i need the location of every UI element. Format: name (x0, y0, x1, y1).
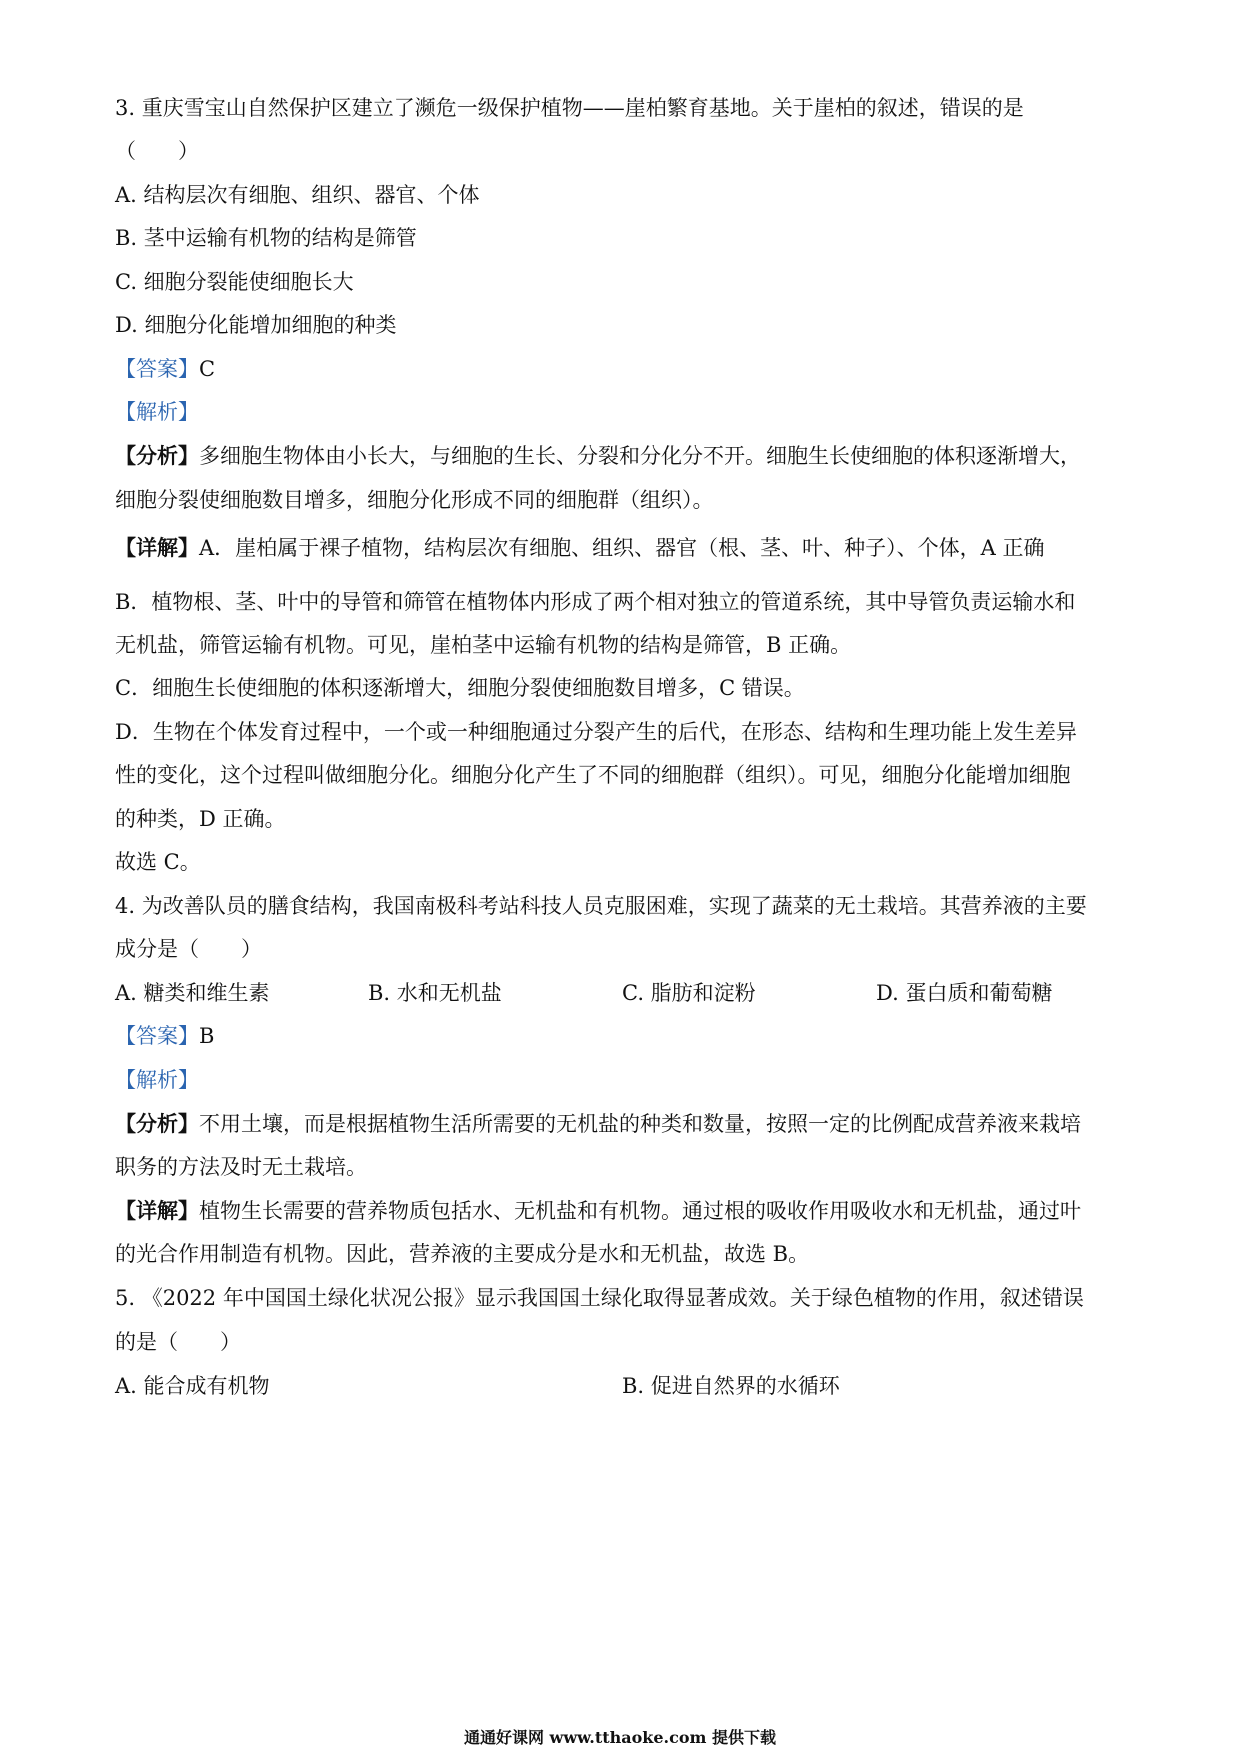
q3-stem: 3. 重庆雪宝山自然保护区建立了濒危一级保护植物——崖柏繁育基地。关于崖柏的叙述，错误的是 (115, 96, 1024, 120)
q3-b-line-2: 无机盐，筛管运输有机物。可见，崖柏茎中运输有机物的结构是筛管，B 正确。 (115, 633, 852, 657)
q4-xiangjie-line-2: 的光合作用制造有机物。因此，营养液的主要成分是水和无机盐，故选 B。 (115, 1242, 810, 1266)
q4-fenxi-line-2: 职务的方法及时无土栽培。 (115, 1155, 367, 1179)
q5-option-a: A. 能合成有机物 (115, 1374, 270, 1398)
q3-option-a: A. 结构层次有细胞、组织、器官、个体 (115, 183, 480, 207)
q4-answer: B (199, 1024, 215, 1048)
q3-answer: C (199, 357, 216, 381)
answer-tag: 【答案】 (115, 1024, 199, 1048)
q3-option-d: D. 细胞分化能增加细胞的种类 (115, 313, 397, 337)
q4-stem-1: 4. 为改善队员的膳食结构，我国南极科考站科技人员克服困难，实现了蔬菜的无土栽培。其营养液的主要 (115, 894, 1087, 918)
q3-b-line-1: B．植物根、茎、叶中的导管和筛管在植物体内形成了两个相对独立的管道系统，其中导管负责运输水和 (115, 590, 1076, 614)
xiangjie-tag: 【详解】 (115, 535, 199, 560)
q5-stem-1: 5. 《2022 年中国国土绿化状况公报》显示我国国土绿化取得显著成效。关于绿色植物的作用，叙述错误 (115, 1286, 1084, 1310)
q4-xiangjie-line-1 (115, 1197, 1081, 1225)
q3-fenxi-line-1 (115, 442, 1081, 470)
q4-fenxi-text-1: 不用土壤，而是根据植物生活所需要的无机盐的种类和数量，按照一定的比例配成营养液来栽培 (199, 1112, 1081, 1136)
q4-option-b: B. 水和无机盐 (368, 981, 502, 1005)
q4-jiexi-line (115, 1066, 199, 1094)
q3-xiangjie-text-1: A．崖柏属于裸子植物，结构层次有细胞、组织、器官（根、茎、叶、种子）、个体，A 正确 (199, 536, 1045, 560)
footer-watermark: 通通好课网 www.tthaoke.com 提供下载 (463, 1728, 777, 1747)
q3-d-line-1: D．生物在个体发育过程中，一个或一种细胞通过分裂产生的后代，在形态、结构和生理功能上发生差异 (115, 720, 1077, 744)
q4-xiangjie-text-1: 植物生长需要的营养物质包括水、无机盐和有机物。通过根的吸收作用吸收水和无机盐，通过叶 (199, 1199, 1081, 1223)
q3-paren: （ ） (115, 139, 199, 163)
q4-fenxi-line-1 (115, 1110, 1081, 1138)
q4-option-c: C. 脂肪和淀粉 (622, 981, 756, 1005)
q3-fenxi-line-2: 细胞分裂使细胞数目增多，细胞分化形成不同的细胞群（组织）。 (115, 488, 714, 512)
q3-option-c: C. 细胞分裂能使细胞长大 (115, 270, 354, 294)
q3-d-line-2: 性的变化，这个过程叫做细胞分化。细胞分化产生了不同的细胞群（组织）。可见，细胞分化能增加细胞 (115, 763, 1071, 787)
q4-stem-2: 成分是（ ） (115, 937, 262, 961)
fenxi-tag: 【分析】 (115, 1111, 199, 1136)
q3-xiangjie-line-1 (115, 534, 1045, 562)
q3-d-line-3: 的种类，D 正确。 (115, 807, 286, 831)
q5-stem-2: 的是（ ） (115, 1330, 241, 1354)
q3-c-line-1: C．细胞生长使细胞的体积逐渐增大，细胞分裂使细胞数目增多，C 错误。 (115, 676, 805, 700)
q3-fenxi-text-1: 多细胞生物体由小长大，与细胞的生长、分裂和分化分不开。细胞生长使细胞的体积逐渐增大， (199, 444, 1081, 468)
answer-tag: 【答案】 (115, 357, 199, 381)
xiangjie-tag: 【详解】 (115, 1198, 199, 1223)
jiexi-tag: 【解析】 (115, 400, 199, 424)
q5-option-b: B. 促进自然界的水循环 (622, 1374, 840, 1398)
q3-option-b: B. 茎中运输有机物的结构是筛管 (115, 226, 417, 250)
q4-option-d: D. 蛋白质和葡萄糖 (876, 981, 1053, 1005)
q3-answer-line (115, 355, 215, 383)
q3-jiexi-line (115, 398, 199, 426)
jiexi-tag: 【解析】 (115, 1068, 199, 1092)
q3-conclusion: 故选 C。 (115, 850, 201, 874)
fenxi-tag: 【分析】 (115, 443, 199, 468)
q4-option-a: A. 糖类和维生素 (115, 981, 270, 1005)
q4-answer-line (115, 1022, 214, 1050)
